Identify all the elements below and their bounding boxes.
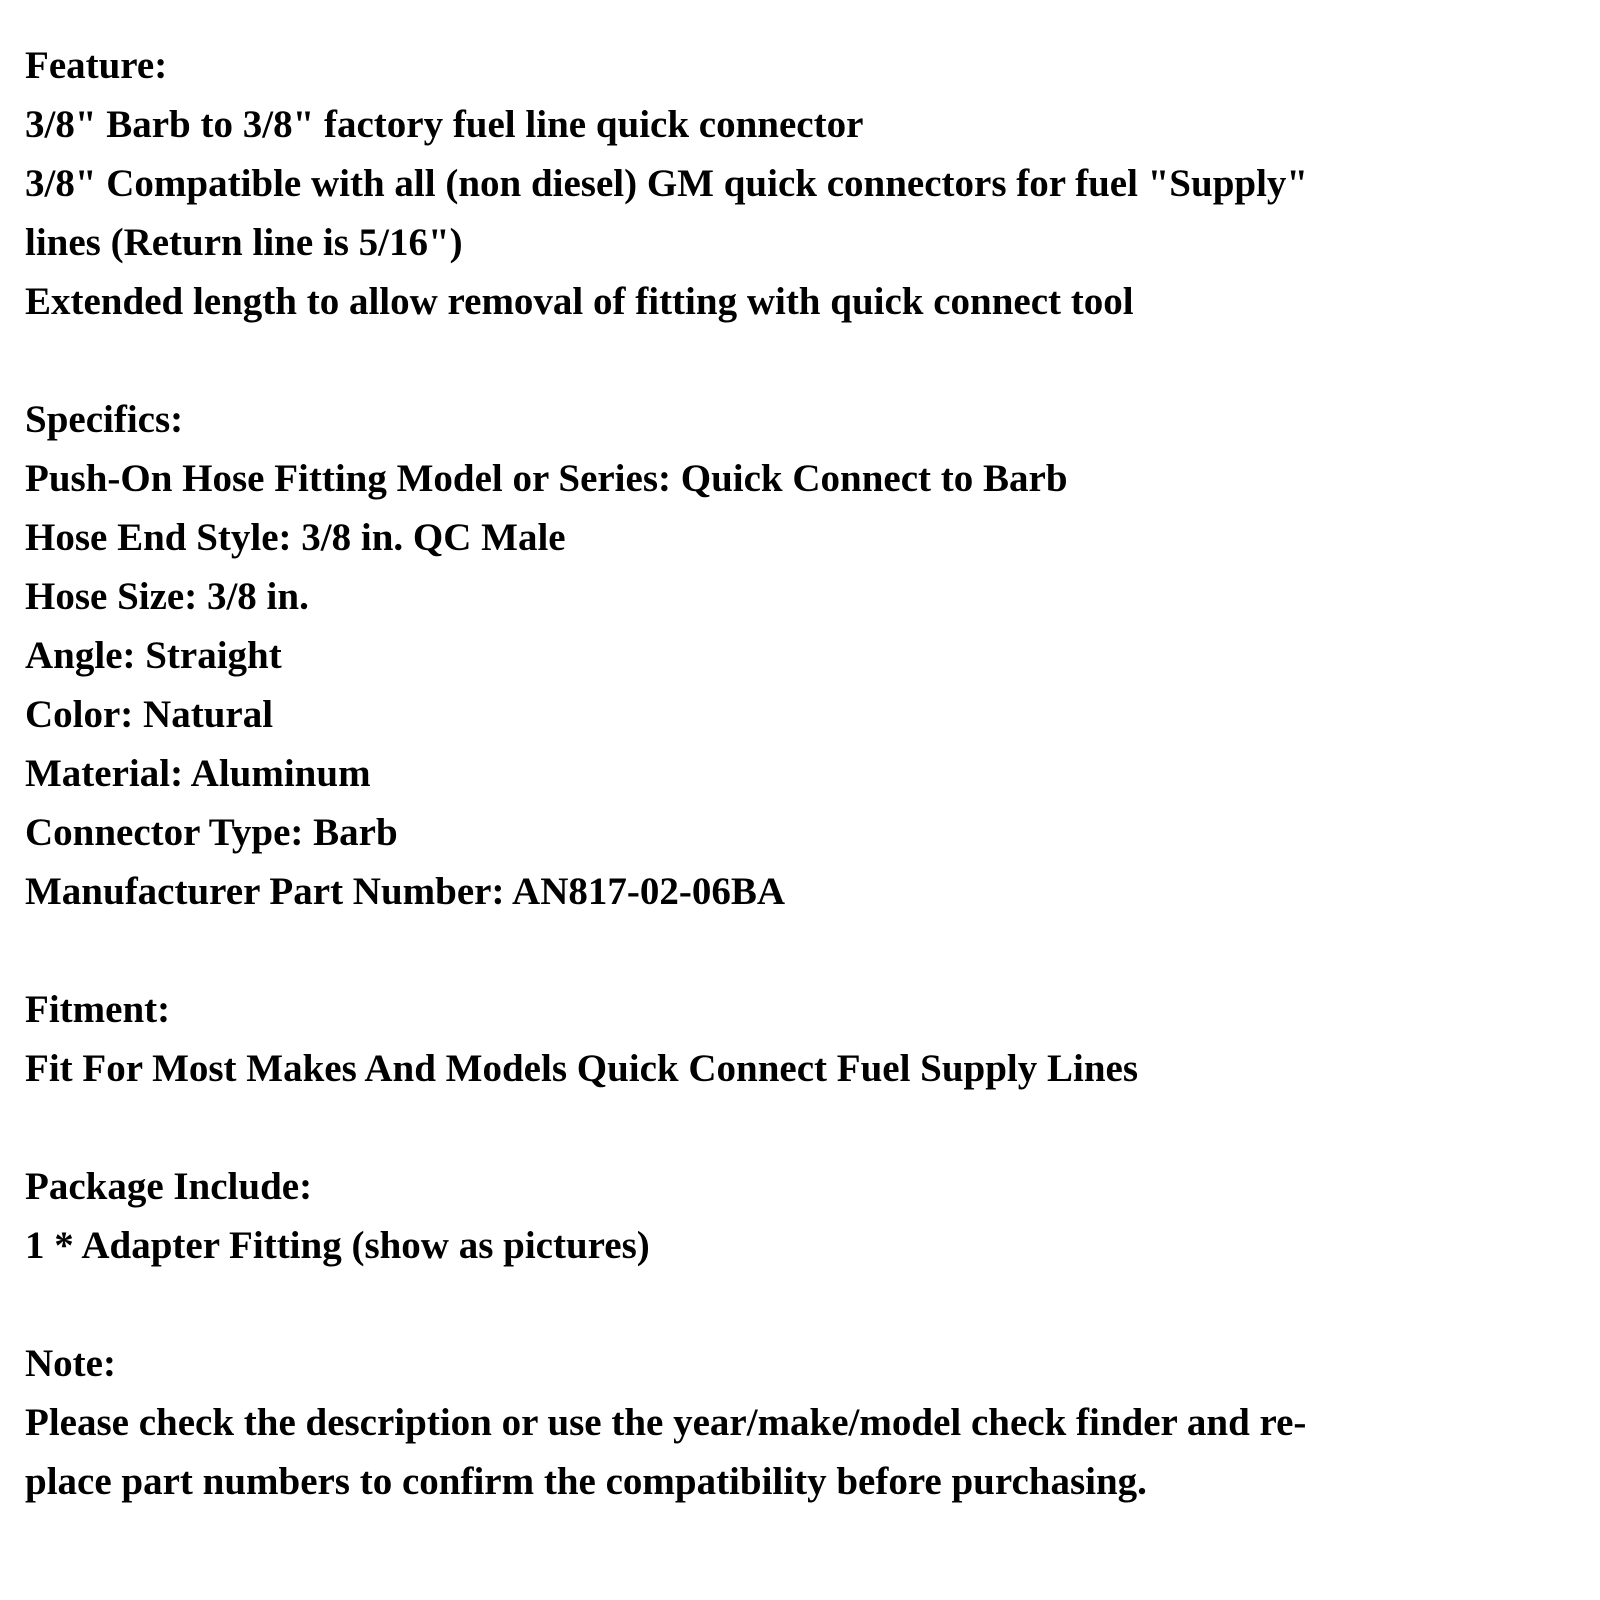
text-line: 3/8" Barb to 3/8" factory fuel line quick connector <box>25 103 864 146</box>
text-line: lines (Return line is 5/16") <box>25 221 463 264</box>
text-line: 3/8" Compatible with all (non diesel) GM quick connectors for fuel "Supply" <box>25 162 1309 205</box>
text-line: Fit For Most Makes And Models Quick Connect Fuel Supply Lines <box>25 1047 1139 1090</box>
section-heading: Feature: <box>25 44 168 87</box>
text-line: Hose End Style: 3/8 in. QC Male <box>25 516 566 559</box>
section-heading: Specifics: <box>25 398 184 441</box>
text-line: Color: Natural <box>25 693 274 736</box>
section-package-include <box>25 1157 1575 1275</box>
text-line: place part numbers to confirm the compatibility before purchasing. <box>25 1460 1147 1503</box>
text-line: Extended length to allow removal of fitting with quick connect tool <box>25 280 1134 323</box>
text-line: Hose Size: 3/8 in. <box>25 575 309 618</box>
text-line: 1 * Adapter Fitting (show as pictures) <box>25 1224 650 1267</box>
section-fitment <box>25 980 1575 1098</box>
section-heading: Note: <box>25 1342 116 1385</box>
section-specifics <box>25 390 1575 921</box>
text-line: Angle: Straight <box>25 634 282 677</box>
text-line: Please check the description or use the year/make/model check finder and re- <box>25 1401 1307 1444</box>
section-heading: Fitment: <box>25 988 171 1031</box>
section-feature <box>25 36 1575 331</box>
section-note <box>25 1334 1575 1511</box>
text-line: Material: Aluminum <box>25 752 371 795</box>
section-heading: Package Include: <box>25 1165 313 1208</box>
text-line: Connector Type: Barb <box>25 811 398 854</box>
text-line: Push-On Hose Fitting Model or Series: Quick Connect to Barb <box>25 457 1068 500</box>
text-line: Manufacturer Part Number: AN817-02-06BA <box>25 870 786 913</box>
